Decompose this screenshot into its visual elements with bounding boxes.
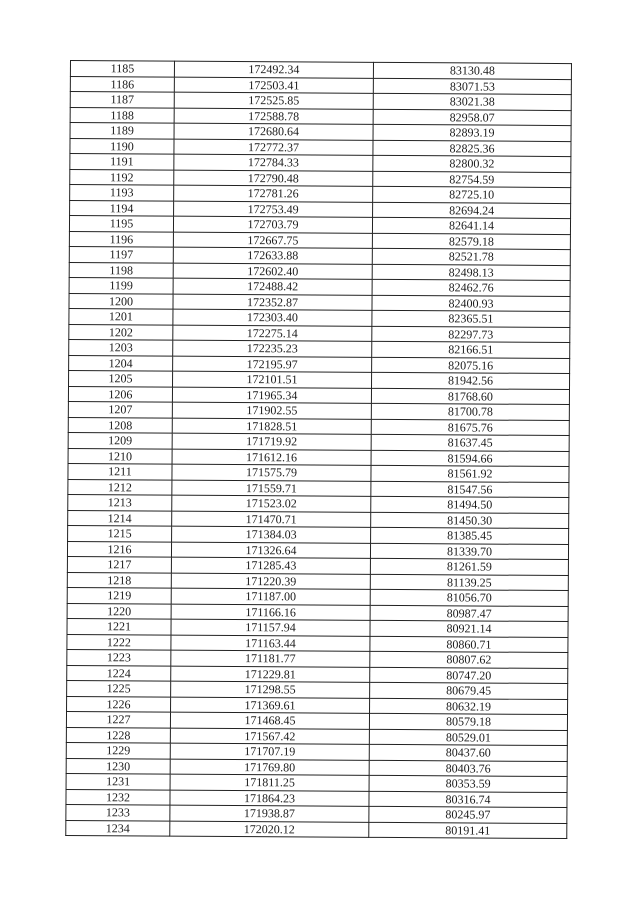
x-coordinate-cell: 172195.97 [173,356,372,373]
x-coordinate-cell: 171575.79 [172,464,371,481]
x-coordinate-cell: 171828.51 [172,418,371,435]
point-number-cell: 1211 [68,463,172,479]
x-coordinate-cell: 171166.16 [171,604,370,621]
x-coordinate-cell: 171965.34 [172,387,371,404]
point-number-cell: 1188 [70,107,174,123]
y-coordinate-cell: 80807.62 [370,651,568,668]
y-coordinate-cell: 81547.56 [371,481,569,498]
y-coordinate-cell: 82754.59 [373,171,571,188]
point-number-cell: 1210 [68,448,172,464]
x-coordinate-cell: 172303.40 [173,309,372,326]
point-number-cell: 1221 [67,618,171,634]
point-number-cell: 1201 [69,308,173,324]
point-number-cell: 1203 [69,339,173,355]
x-coordinate-cell: 171612.16 [172,449,371,466]
point-number-cell: 1191 [70,154,174,170]
y-coordinate-cell: 80579.18 [369,713,567,730]
coordinate-table-body [66,61,572,839]
point-number-cell: 1215 [68,525,172,541]
x-coordinate-cell: 171523.02 [172,495,371,512]
y-coordinate-cell: 81261.59 [370,558,568,575]
point-number-cell: 1227 [66,711,170,727]
point-number-cell: 1209 [68,432,172,448]
x-coordinate-cell: 172602.40 [173,263,372,280]
coordinate-table [65,60,572,839]
x-coordinate-cell: 172667.75 [173,232,372,249]
x-coordinate-cell: 171285.43 [171,557,370,574]
point-number-cell: 1230 [66,758,170,774]
point-number-cell: 1198 [69,262,173,278]
y-coordinate-cell: 80860.71 [370,636,568,653]
point-number-cell: 1223 [67,649,171,665]
x-coordinate-cell: 171220.39 [171,573,370,590]
y-coordinate-cell: 82694.24 [373,202,571,219]
y-coordinate-cell: 80987.47 [370,605,568,622]
point-number-cell: 1185 [70,61,174,77]
point-number-cell: 1222 [67,634,171,650]
x-coordinate-cell: 171181.77 [171,650,370,667]
x-coordinate-cell: 171938.87 [170,805,369,822]
point-number-cell: 1194 [70,200,174,216]
y-coordinate-cell: 82579.18 [372,233,570,250]
y-coordinate-cell: 82958.07 [373,109,571,126]
y-coordinate-cell: 81768.60 [371,388,569,405]
y-coordinate-cell: 82166.51 [372,341,570,358]
x-coordinate-cell: 172492.34 [174,61,373,78]
x-coordinate-cell: 171163.44 [171,635,370,652]
point-number-cell: 1225 [67,680,171,696]
x-coordinate-cell: 171229.81 [171,666,370,683]
x-coordinate-cell: 171187.00 [171,588,370,605]
x-coordinate-cell: 172772.37 [174,139,373,156]
point-number-cell: 1186 [70,76,174,92]
point-number-cell: 1224 [67,665,171,681]
x-coordinate-cell: 171384.03 [172,526,371,543]
x-coordinate-cell: 172235.23 [173,340,372,357]
point-number-cell: 1200 [69,293,173,309]
y-coordinate-cell: 82365.51 [372,310,570,327]
x-coordinate-cell: 172020.12 [170,821,369,838]
point-number-cell: 1213 [68,494,172,510]
point-number-cell: 1189 [70,123,174,139]
x-coordinate-cell: 171470.71 [172,511,371,528]
y-coordinate-cell: 81056.70 [370,589,568,606]
x-coordinate-cell: 172352.87 [173,294,372,311]
y-coordinate-cell: 80437.60 [369,744,567,761]
y-coordinate-cell: 82521.78 [372,248,570,265]
point-number-cell: 1229 [66,742,170,758]
y-coordinate-cell: 82893.19 [373,124,571,141]
y-coordinate-cell: 81494.50 [371,496,569,513]
y-coordinate-cell: 80632.19 [370,698,568,715]
point-number-cell: 1232 [66,789,170,805]
point-number-cell: 1207 [68,401,172,417]
point-number-cell: 1193 [70,185,174,201]
point-number-cell: 1214 [68,510,172,526]
point-number-cell: 1234 [66,820,170,836]
y-coordinate-cell: 82825.36 [373,140,571,157]
y-coordinate-cell: 81675.76 [371,419,569,436]
x-coordinate-cell: 171811.25 [170,774,369,791]
x-coordinate-cell: 172703.79 [173,216,372,233]
x-coordinate-cell: 171864.23 [170,790,369,807]
x-coordinate-cell: 172488.42 [173,278,372,295]
y-coordinate-cell: 83021.38 [373,93,571,110]
point-number-cell: 1187 [70,92,174,108]
x-coordinate-cell: 171157.94 [171,619,370,636]
point-number-cell: 1204 [69,355,173,371]
y-coordinate-cell: 81594.66 [371,450,569,467]
point-number-cell: 1233 [66,804,170,820]
y-coordinate-cell: 81700.78 [371,403,569,420]
point-number-cell: 1202 [69,324,173,340]
x-coordinate-cell: 172525.85 [174,92,373,109]
table-row [66,820,567,839]
x-coordinate-cell: 171902.55 [172,402,371,419]
point-number-cell: 1205 [69,370,173,386]
y-coordinate-cell: 82800.32 [373,155,571,172]
point-number-cell: 1218 [67,572,171,588]
point-number-cell: 1195 [69,216,173,232]
x-coordinate-cell: 171559.71 [172,480,371,497]
x-coordinate-cell: 171298.55 [171,681,370,698]
point-number-cell: 1231 [66,773,170,789]
y-coordinate-cell: 82641.14 [372,217,570,234]
y-coordinate-cell: 80353.59 [369,775,567,792]
point-number-cell: 1190 [70,138,174,154]
y-coordinate-cell: 82498.13 [372,264,570,281]
y-coordinate-cell: 81637.45 [371,434,569,451]
point-number-cell: 1199 [69,277,173,293]
point-number-cell: 1217 [67,556,171,572]
x-coordinate-cell: 172680.64 [174,123,373,140]
y-coordinate-cell: 80245.97 [369,806,567,823]
x-coordinate-cell: 171769.80 [170,759,369,776]
point-number-cell: 1196 [69,231,173,247]
y-coordinate-cell: 81450.30 [371,512,569,529]
x-coordinate-cell: 171707.19 [170,743,369,760]
y-coordinate-cell: 80529.01 [369,729,567,746]
y-coordinate-cell: 82725.10 [373,186,571,203]
x-coordinate-cell: 171567.42 [170,728,369,745]
y-coordinate-cell: 81561.92 [371,465,569,482]
x-coordinate-cell: 171369.61 [171,697,370,714]
point-number-cell: 1220 [67,603,171,619]
y-coordinate-cell: 82462.76 [372,279,570,296]
y-coordinate-cell: 80921.14 [370,620,568,637]
x-coordinate-cell: 172790.48 [174,170,373,187]
point-number-cell: 1197 [69,246,173,262]
x-coordinate-cell: 172588.78 [174,108,373,125]
x-coordinate-cell: 172753.49 [174,201,373,218]
point-number-cell: 1226 [67,696,171,712]
point-number-cell: 1206 [68,386,172,402]
y-coordinate-cell: 81942.56 [372,372,570,389]
point-number-cell: 1212 [68,479,172,495]
y-coordinate-cell: 82400.93 [372,295,570,312]
x-coordinate-cell: 171468.45 [170,712,369,729]
y-coordinate-cell: 80316.74 [369,791,567,808]
y-coordinate-cell: 83130.48 [373,62,571,79]
x-coordinate-cell: 172275.14 [173,325,372,342]
point-number-cell: 1216 [67,541,171,557]
y-coordinate-cell: 81385.45 [371,527,569,544]
x-coordinate-cell: 172633.88 [173,247,372,264]
x-coordinate-cell: 172784.33 [174,154,373,171]
x-coordinate-cell: 171326.64 [171,542,370,559]
point-number-cell: 1228 [66,727,170,743]
y-coordinate-cell: 82075.16 [372,357,570,374]
y-coordinate-cell: 80679.45 [370,682,568,699]
point-number-cell: 1192 [70,169,174,185]
y-coordinate-cell: 83071.53 [373,78,571,95]
y-coordinate-cell: 80403.76 [369,760,567,777]
y-coordinate-cell: 80191.41 [369,822,567,839]
x-coordinate-cell: 172503.41 [174,77,373,94]
y-coordinate-cell: 81139.25 [370,574,568,591]
y-coordinate-cell: 81339.70 [370,543,568,560]
y-coordinate-cell: 80747.20 [370,667,568,684]
x-coordinate-cell: 171719.92 [172,433,371,450]
x-coordinate-cell: 172101.51 [173,371,372,388]
point-number-cell: 1208 [68,417,172,433]
y-coordinate-cell: 82297.73 [372,326,570,343]
point-number-cell: 1219 [67,587,171,603]
x-coordinate-cell: 172781.26 [174,185,373,202]
